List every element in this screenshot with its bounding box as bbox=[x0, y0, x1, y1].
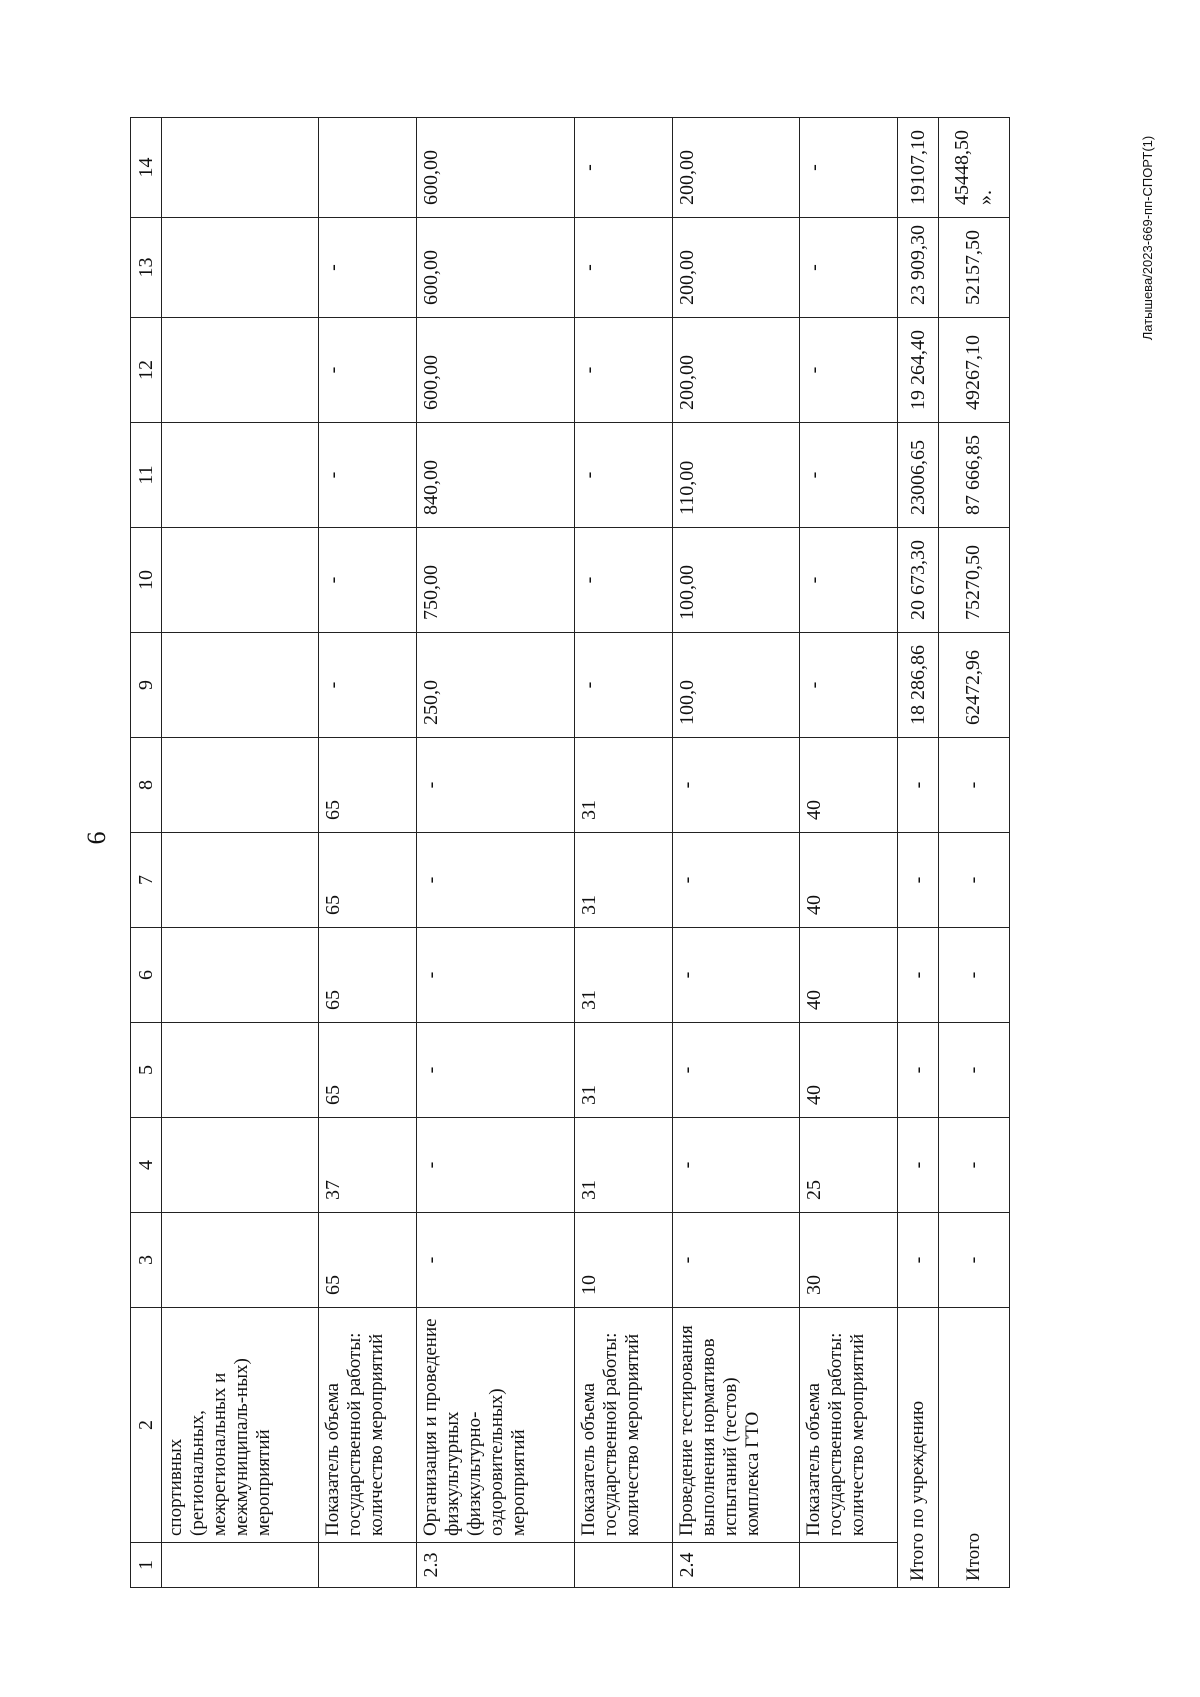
cell-col-9: - bbox=[319, 633, 417, 738]
cell-col-5 bbox=[162, 1023, 319, 1118]
cell-col-6 bbox=[162, 928, 319, 1023]
header-col-2: 2 bbox=[131, 1308, 162, 1543]
cell-col-6: - bbox=[417, 928, 574, 1023]
cell-col-10: 100,00 bbox=[672, 528, 800, 633]
cell-col-6: 65 bbox=[319, 928, 417, 1023]
total-cell-col-13: 52157,50 bbox=[938, 218, 1009, 318]
cell-col-9: 250,0 bbox=[417, 633, 574, 738]
header-col-1: 1 bbox=[131, 1543, 162, 1588]
cell-col-5: 65 bbox=[319, 1023, 417, 1118]
header-col-11: 11 bbox=[131, 423, 162, 528]
cell-col-10: - bbox=[800, 528, 898, 633]
total-label: Итого bbox=[938, 1308, 1009, 1588]
cell-col-11: - bbox=[574, 423, 672, 528]
cell-col-13: - bbox=[800, 218, 898, 318]
cell-col-7: - bbox=[672, 833, 800, 928]
header-col-4: 4 bbox=[131, 1118, 162, 1213]
cell-col-3: - bbox=[417, 1213, 574, 1308]
cell-col-4: 37 bbox=[319, 1118, 417, 1213]
total-cell-col-9: 18 286,86 bbox=[898, 633, 938, 738]
cell-col-4: 31 bbox=[574, 1118, 672, 1213]
cell-col-5: 31 bbox=[574, 1023, 672, 1118]
total-cell-col-10: 20 673,30 bbox=[898, 528, 938, 633]
cell-col-1: 2.3 bbox=[417, 1543, 574, 1588]
cell-col-8 bbox=[162, 738, 319, 833]
cell-col-12: - bbox=[574, 318, 672, 423]
cell-col-2: Показатель объема государственной работы: количество мероприятий bbox=[319, 1308, 417, 1543]
total-cell-col-7: - bbox=[938, 833, 1009, 928]
cell-col-11: 110,00 bbox=[672, 423, 800, 528]
total-cell-col-13: 23 909,30 bbox=[898, 218, 938, 318]
cell-col-3: - bbox=[672, 1213, 800, 1308]
header-col-9: 9 bbox=[131, 633, 162, 738]
cell-col-6: - bbox=[672, 928, 800, 1023]
table-row bbox=[162, 118, 319, 1588]
cell-col-12 bbox=[162, 318, 319, 423]
cell-col-14: - bbox=[574, 118, 672, 218]
total-cell-col-11: 87 666,85 bbox=[938, 423, 1009, 528]
cell-col-11: 840,00 bbox=[417, 423, 574, 528]
cell-col-1 bbox=[574, 1543, 672, 1588]
cell-col-8: 65 bbox=[319, 738, 417, 833]
cell-col-7: - bbox=[417, 833, 574, 928]
cell-col-10 bbox=[162, 528, 319, 633]
header-col-8: 8 bbox=[131, 738, 162, 833]
header-col-7: 7 bbox=[131, 833, 162, 928]
table-row bbox=[319, 118, 417, 1588]
cell-col-11: - bbox=[800, 423, 898, 528]
cell-col-13: - bbox=[319, 218, 417, 318]
cell-col-4: - bbox=[417, 1118, 574, 1213]
cell-col-14 bbox=[162, 118, 319, 218]
cell-col-3: 65 bbox=[319, 1213, 417, 1308]
total-cell-col-5: - bbox=[938, 1023, 1009, 1118]
table-row bbox=[574, 118, 672, 1588]
cell-col-10: - bbox=[574, 528, 672, 633]
document-code: Латышева/2023-669-пп-СПОРТ(1) bbox=[1140, 135, 1155, 341]
cell-col-13: 600,00 bbox=[417, 218, 574, 318]
cell-col-5: - bbox=[672, 1023, 800, 1118]
total-cell-col-7: - bbox=[898, 833, 938, 928]
cell-col-13 bbox=[162, 218, 319, 318]
cell-col-1 bbox=[319, 1543, 417, 1588]
cell-col-1 bbox=[162, 1543, 319, 1588]
cell-col-13: 200,00 bbox=[672, 218, 800, 318]
total-cell-col-5: - bbox=[898, 1023, 938, 1118]
table-rotated-container bbox=[130, 118, 1010, 1588]
cell-col-10: - bbox=[319, 528, 417, 633]
cell-col-5: - bbox=[417, 1023, 574, 1118]
cell-col-7 bbox=[162, 833, 319, 928]
institution-total-row bbox=[898, 118, 938, 1588]
header-col-5: 5 bbox=[131, 1023, 162, 1118]
header-row bbox=[131, 118, 162, 1588]
table-row bbox=[800, 118, 898, 1588]
cell-col-4 bbox=[162, 1118, 319, 1213]
cell-col-14: - bbox=[800, 118, 898, 218]
cell-col-7: 65 bbox=[319, 833, 417, 928]
cell-col-3: 10 bbox=[574, 1213, 672, 1308]
header-col-10: 10 bbox=[131, 528, 162, 633]
cell-col-12: - bbox=[319, 318, 417, 423]
total-cell-col-14: 19107,10 bbox=[898, 118, 938, 218]
cell-col-6: 40 bbox=[800, 928, 898, 1023]
cell-col-8: 31 bbox=[574, 738, 672, 833]
cell-col-12: 200,00 bbox=[672, 318, 800, 423]
page-number: 6 bbox=[82, 831, 111, 845]
cell-col-1 bbox=[800, 1543, 898, 1588]
total-cell-col-12: 19 264,40 bbox=[898, 318, 938, 423]
cell-col-12: - bbox=[800, 318, 898, 423]
cell-col-2: Организация и проведение физкультурных (физкультурно-оздоровительных) мероприятий bbox=[417, 1308, 574, 1543]
total-cell-col-12: 49267,10 bbox=[938, 318, 1009, 423]
budget-table bbox=[130, 117, 1010, 1588]
table-row bbox=[417, 118, 574, 1588]
total-cell-col-4: - bbox=[898, 1118, 938, 1213]
total-cell-col-6: - bbox=[898, 928, 938, 1023]
cell-col-12: 600,00 bbox=[417, 318, 574, 423]
header-col-14: 14 bbox=[131, 118, 162, 218]
cell-col-2: спортивных (региональных, межрегиональных и межмуниципаль-ных) мероприятий bbox=[162, 1308, 319, 1543]
cell-col-3: 30 bbox=[800, 1213, 898, 1308]
cell-col-5: 40 bbox=[800, 1023, 898, 1118]
total-label: Итого по учреждению bbox=[898, 1308, 938, 1588]
cell-col-14 bbox=[319, 118, 417, 218]
cell-col-4: 25 bbox=[800, 1118, 898, 1213]
cell-col-8: 40 bbox=[800, 738, 898, 833]
total-cell-col-14: 45448,50». bbox=[938, 118, 1009, 218]
cell-col-2: Показатель объема государственной работы: количество мероприятий bbox=[800, 1308, 898, 1543]
table-row bbox=[672, 118, 800, 1588]
cell-col-7: 40 bbox=[800, 833, 898, 928]
total-cell-col-8: - bbox=[938, 738, 1009, 833]
cell-col-9: - bbox=[574, 633, 672, 738]
cell-col-14: 200,00 bbox=[672, 118, 800, 218]
header-col-6: 6 bbox=[131, 928, 162, 1023]
cell-col-6: 31 bbox=[574, 928, 672, 1023]
total-cell-col-11: 23006,65 bbox=[898, 423, 938, 528]
total-cell-col-8: - bbox=[898, 738, 938, 833]
total-cell-col-3: - bbox=[898, 1213, 938, 1308]
cell-col-10: 750,00 bbox=[417, 528, 574, 633]
cell-col-14: 600,00 bbox=[417, 118, 574, 218]
header-col-3: 3 bbox=[131, 1213, 162, 1308]
total-cell-col-4: - bbox=[938, 1118, 1009, 1213]
cell-col-9 bbox=[162, 633, 319, 738]
header-col-12: 12 bbox=[131, 318, 162, 423]
total-cell-col-9: 62472,96 bbox=[938, 633, 1009, 738]
cell-col-9: 100,0 bbox=[672, 633, 800, 738]
total-cell-col-3: - bbox=[938, 1213, 1009, 1308]
cell-col-11 bbox=[162, 423, 319, 528]
cell-col-9: - bbox=[800, 633, 898, 738]
cell-col-8: - bbox=[672, 738, 800, 833]
cell-col-1: 2.4 bbox=[672, 1543, 800, 1588]
cell-col-2: Показатель объема государственной работы: количество мероприятий bbox=[574, 1308, 672, 1543]
cell-col-7: 31 bbox=[574, 833, 672, 928]
cell-col-2: Проведение тестирования выполнения нормативов испытаний (тестов) комплекса ГТО bbox=[672, 1308, 800, 1543]
total-cell-col-6: - bbox=[938, 928, 1009, 1023]
grand-total-row bbox=[938, 118, 1009, 1588]
cell-col-13: - bbox=[574, 218, 672, 318]
header-col-13: 13 bbox=[131, 218, 162, 318]
cell-col-11: - bbox=[319, 423, 417, 528]
cell-col-3 bbox=[162, 1213, 319, 1308]
cell-col-8: - bbox=[417, 738, 574, 833]
cell-col-4: - bbox=[672, 1118, 800, 1213]
total-cell-col-10: 75270,50 bbox=[938, 528, 1009, 633]
